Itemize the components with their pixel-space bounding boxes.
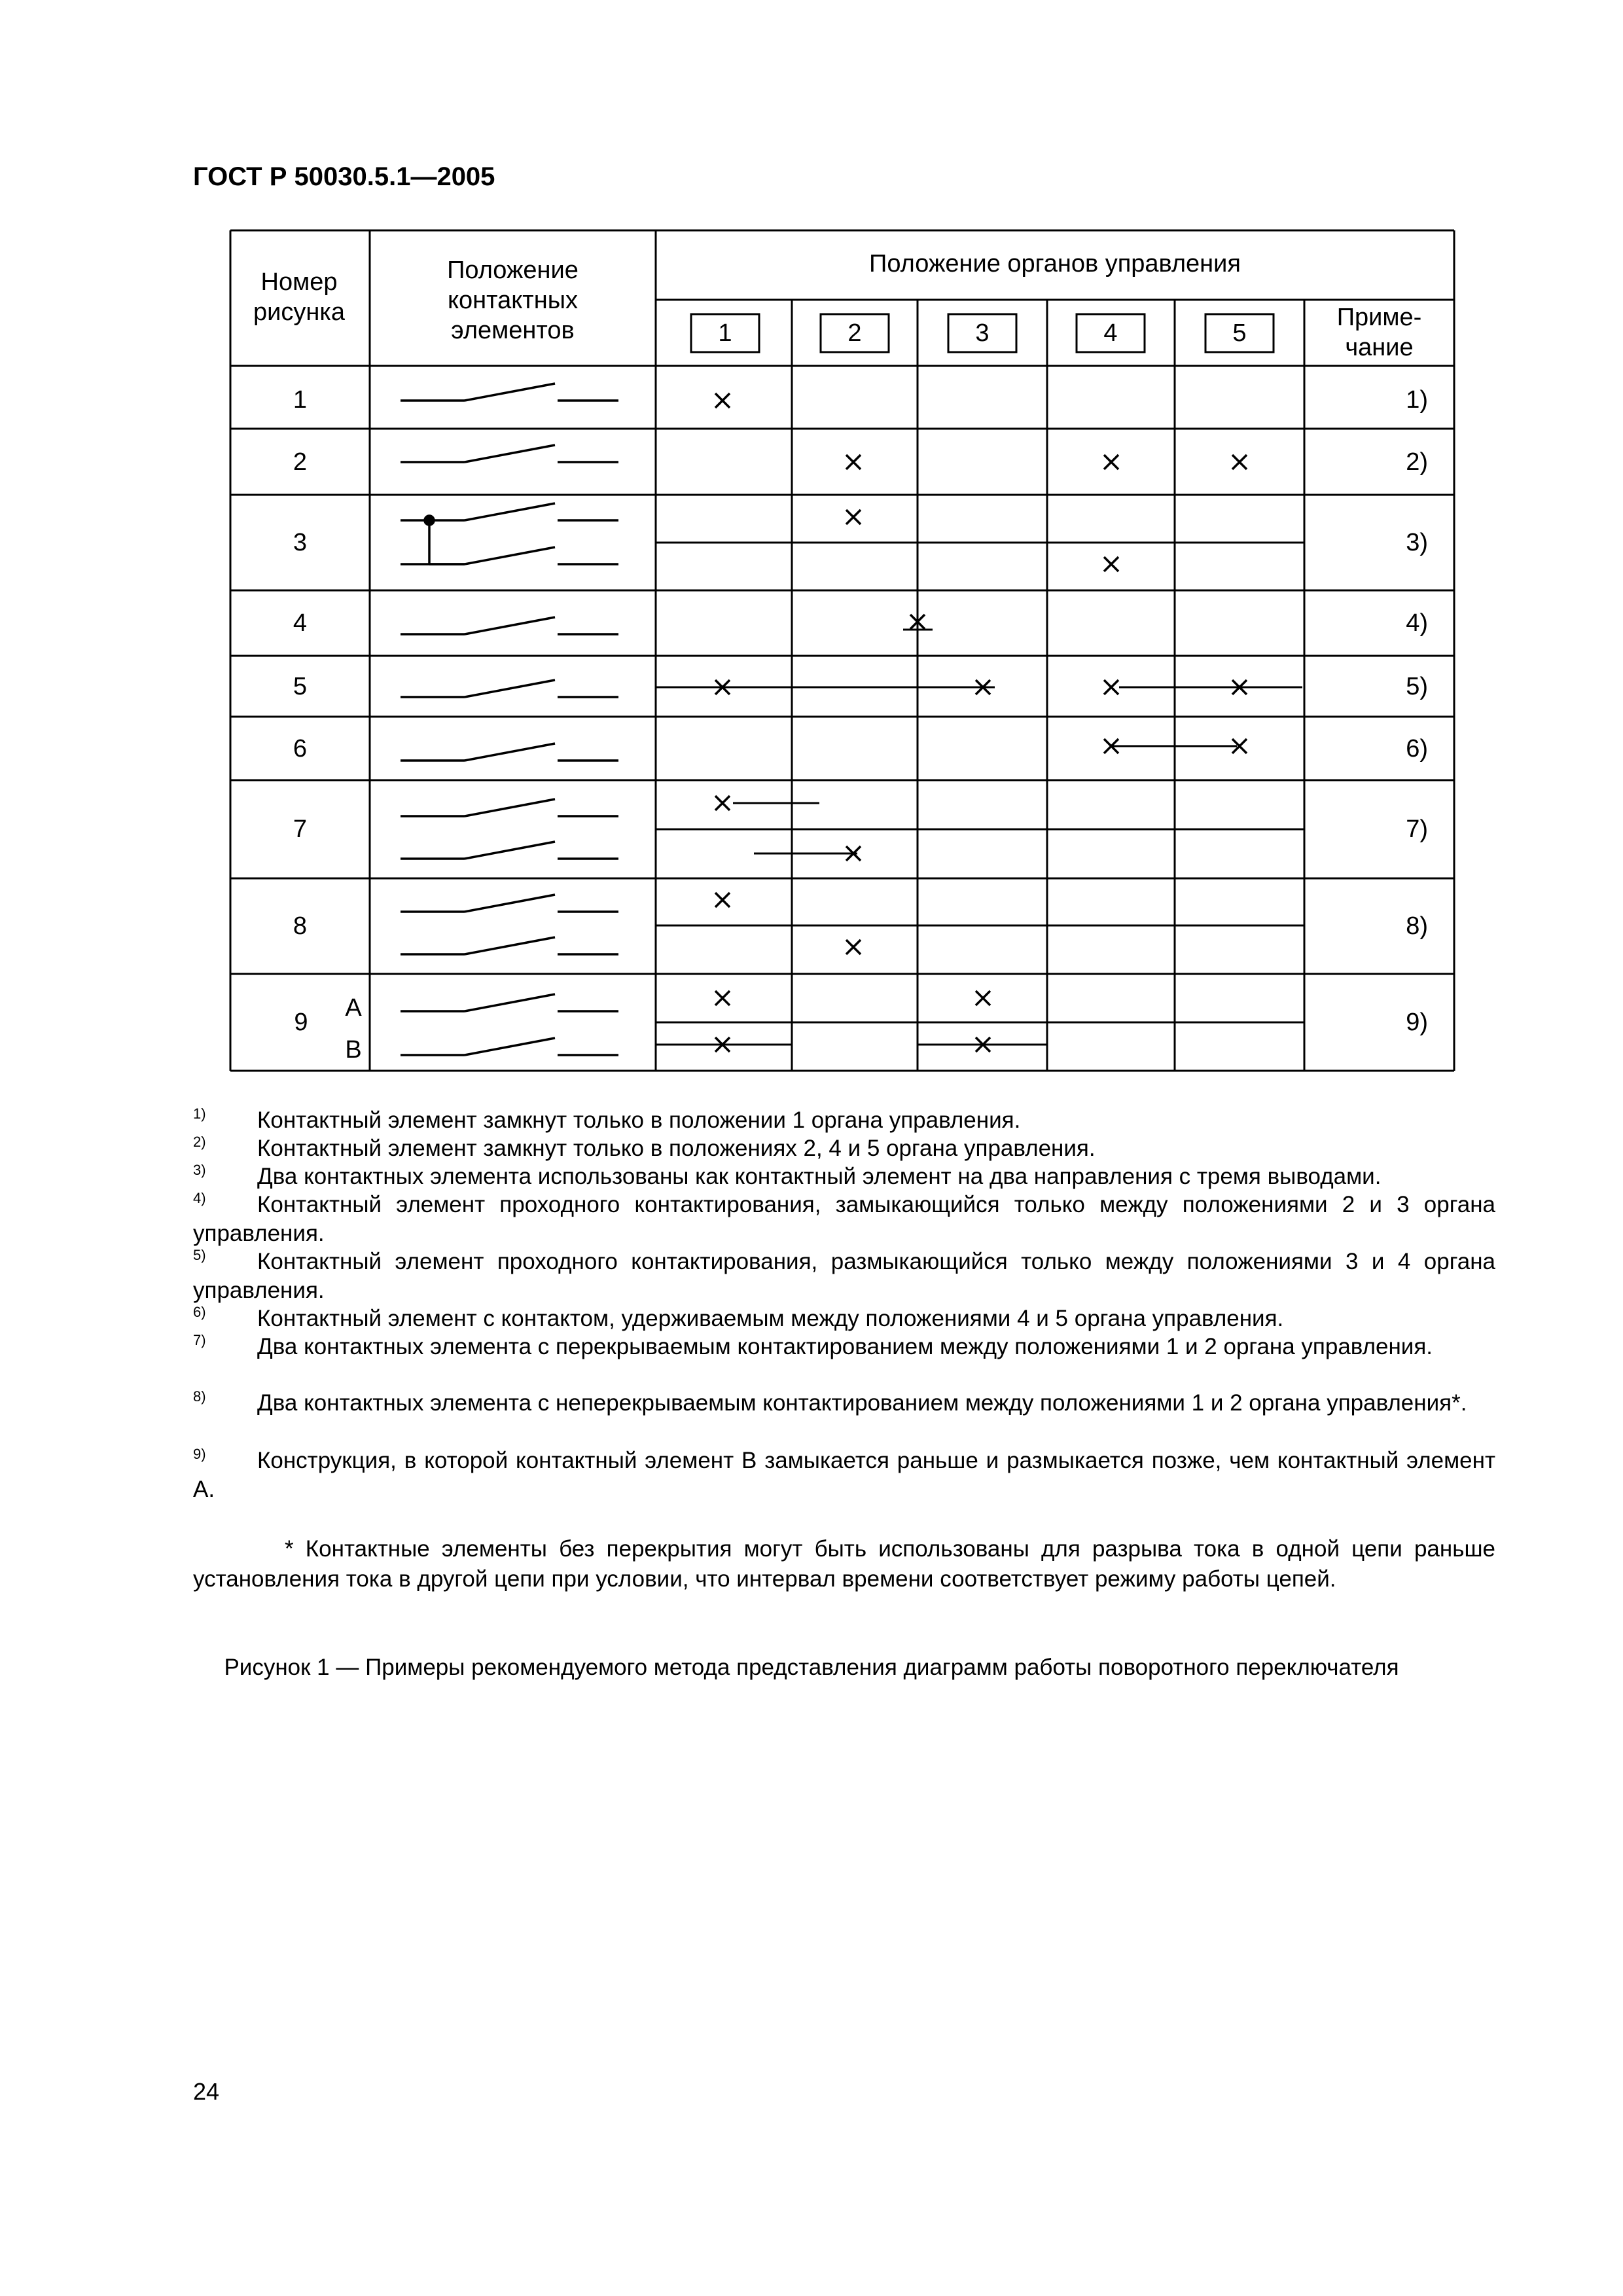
contact-blade bbox=[465, 1038, 555, 1055]
contact-blade bbox=[465, 937, 555, 954]
footnote-text: Два контактных элемента использованы как контактный элемент на два направления с тремя выводами. bbox=[257, 1164, 1382, 1189]
contact-blade bbox=[465, 895, 555, 912]
junction-dot bbox=[425, 516, 434, 525]
asterisk-note: * Контактные элементы без перекрытия могут быть использованы для разрыва тока в одной цепи раньше установления тока в другой цепи при условии, что интервал времени соответствует режиму работы цепей. bbox=[193, 1536, 1495, 1592]
contact-blade bbox=[465, 744, 555, 761]
row-note: 8) bbox=[1406, 912, 1428, 940]
row-number: 7 bbox=[293, 816, 308, 843]
row-note: 9) bbox=[1406, 1009, 1428, 1036]
contact-blade bbox=[465, 842, 555, 859]
row-number: 1 bbox=[293, 386, 308, 414]
row-note: 5) bbox=[1406, 672, 1428, 700]
table-grid bbox=[230, 230, 1454, 1071]
row-note: 1) bbox=[1406, 386, 1428, 414]
footnote-text: Контактный элемент проходного контактирования, размыкающийся только между положениями 3 и 4 органа управления. bbox=[193, 1249, 1495, 1303]
switch-closed-mark bbox=[1104, 680, 1118, 694]
position-label: 4 bbox=[1103, 319, 1118, 347]
header-note: Приме- чание bbox=[1336, 304, 1422, 361]
footnote bbox=[193, 1106, 1495, 1135]
row-number: 2 bbox=[293, 448, 308, 476]
footnote bbox=[193, 1191, 1495, 1248]
footnote-number: 6) bbox=[193, 1304, 206, 1320]
row-note: 6) bbox=[1406, 734, 1428, 762]
footnote-number: 1) bbox=[193, 1105, 206, 1122]
row-note: 2) bbox=[1406, 448, 1428, 476]
position-label: 1 bbox=[718, 319, 732, 347]
footnote bbox=[193, 1162, 1495, 1191]
row-number: 3 bbox=[293, 529, 308, 556]
footnote-text: Контактный элемент проходного контактирования, замыкающийся только между положениями 2 и 3 органа управления. bbox=[193, 1192, 1495, 1246]
contact-blade bbox=[465, 445, 555, 462]
footnote-number: 7) bbox=[193, 1332, 206, 1348]
contact-blade bbox=[465, 994, 555, 1011]
switch-closed-mark bbox=[1104, 455, 1118, 469]
switch-closed-mark bbox=[1232, 455, 1247, 469]
footnote-number: 9) bbox=[193, 1446, 206, 1462]
footnote-text: Два контактных элемента с неперекрываемым контактированием между положениями 1 и 2 органа управления*. bbox=[257, 1390, 1467, 1416]
row-number: 5 bbox=[293, 672, 308, 700]
contact-blade bbox=[465, 384, 555, 401]
switching-marks bbox=[715, 393, 1247, 1052]
row-sublabel: А bbox=[345, 994, 362, 1022]
footnote-number: 4) bbox=[193, 1190, 206, 1206]
switch-closed-mark bbox=[715, 893, 730, 907]
document-title: ГОСТ Р 50030.5.1—2005 bbox=[193, 162, 495, 191]
row-note: 7) bbox=[1406, 816, 1428, 843]
contact-blade bbox=[465, 680, 555, 697]
footnote-text: Два контактных элемента с перекрываемым контактированием между положениями 1 и 2 органа управления. bbox=[257, 1334, 1433, 1359]
row-number: 4 bbox=[293, 609, 308, 637]
footnote-number: 3) bbox=[193, 1162, 206, 1178]
contact-blade bbox=[465, 547, 555, 564]
row-note: 3) bbox=[1406, 529, 1428, 556]
switch-closed-mark bbox=[846, 510, 861, 524]
footnote-text: Конструкция, в которой контактный элемент В замыкается раньше и размыкается позже, чем контактный элемент А. bbox=[193, 1448, 1495, 1502]
row-sublabel: В bbox=[345, 1036, 362, 1064]
footnote-text: Контактный элемент с контактом, удерживаемым между положениями 4 и 5 органа управления. bbox=[257, 1306, 1284, 1331]
contact-blade bbox=[465, 503, 555, 520]
footnote bbox=[193, 1304, 1495, 1333]
position-label: 3 bbox=[975, 319, 990, 347]
figure-caption: Рисунок 1 — Примеры рекомендуемого метода представления диаграмм работы поворотного переключателя bbox=[224, 1655, 1399, 1680]
footnote bbox=[193, 1446, 1495, 1504]
header-contact-position: Положение контактных элементов bbox=[447, 257, 579, 344]
row-number: 8 bbox=[293, 912, 308, 940]
header-control-position: Положение органов управления bbox=[869, 250, 1241, 278]
footnote bbox=[193, 1389, 1495, 1418]
page-number: 24 bbox=[193, 2078, 220, 2105]
switch-closed-mark bbox=[715, 991, 730, 1005]
position-label: 2 bbox=[847, 319, 862, 347]
contact-symbols bbox=[401, 384, 618, 1055]
footnote bbox=[193, 1134, 1495, 1163]
row-number: 6 bbox=[293, 734, 308, 762]
footnote-number: 5) bbox=[193, 1247, 206, 1263]
footnote bbox=[193, 1247, 1495, 1305]
footnote-number: 2) bbox=[193, 1134, 206, 1150]
position-label: 5 bbox=[1232, 319, 1247, 347]
contact-blade bbox=[465, 617, 555, 634]
switch-closed-mark bbox=[846, 455, 861, 469]
contact-blade bbox=[465, 799, 555, 816]
footnote-text: Контактный элемент замкнут только в положениях 2, 4 и 5 органа управления. bbox=[257, 1136, 1096, 1161]
switch-closed-mark bbox=[846, 940, 861, 954]
footnote-number: 8) bbox=[193, 1388, 206, 1405]
switch-closed-mark bbox=[715, 393, 730, 408]
row-number: 9 bbox=[294, 1009, 308, 1036]
switch-closed-mark bbox=[715, 796, 730, 810]
footnote bbox=[193, 1333, 1495, 1361]
header-fig-number: Номер рисунка bbox=[253, 268, 345, 326]
switch-closed-mark bbox=[1104, 557, 1118, 571]
switch-closed-mark bbox=[976, 991, 990, 1005]
row-note: 4) bbox=[1406, 609, 1428, 637]
footnote-text: Контактный элемент замкнут только в положении 1 органа управления. bbox=[257, 1107, 1021, 1133]
